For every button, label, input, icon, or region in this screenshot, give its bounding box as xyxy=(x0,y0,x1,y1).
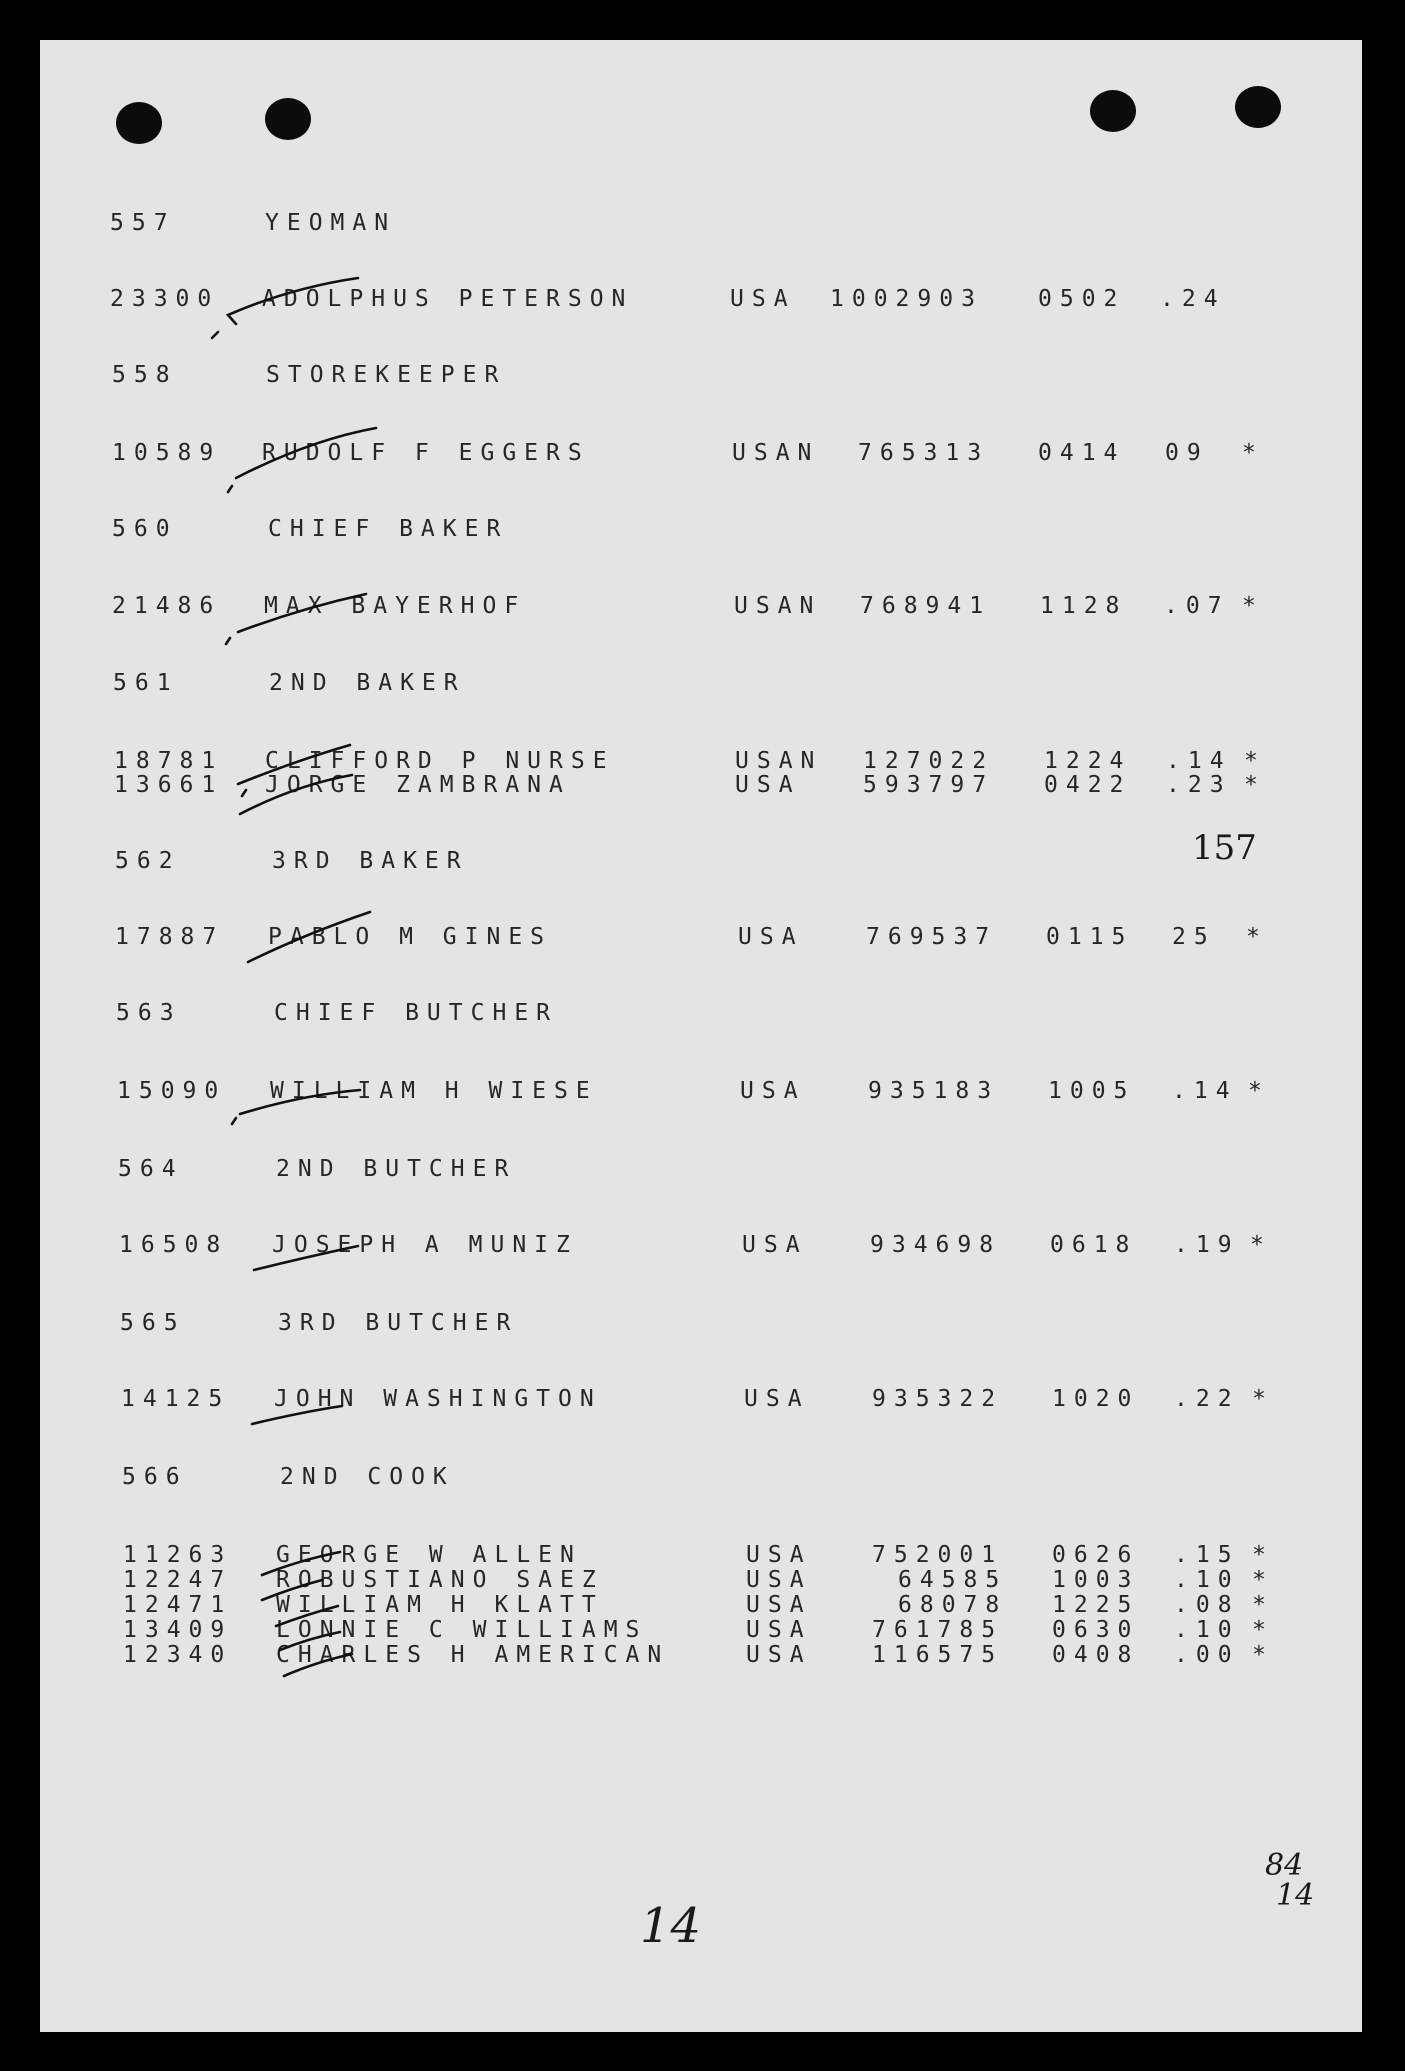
section-title: 3RD BUTCHER xyxy=(278,1310,519,1336)
section-code: 564 xyxy=(118,1156,184,1182)
entry-value: .19 xyxy=(1174,1232,1240,1258)
section-title: CHIEF BAKER xyxy=(268,516,509,542)
entry-star: * xyxy=(1246,924,1268,950)
entry-value: .07 xyxy=(1164,593,1230,619)
entry-number: 761785 xyxy=(872,1617,1004,1643)
entry-nationality: USA xyxy=(746,1617,812,1643)
entry-name: WILLIAM H WIESE xyxy=(270,1078,598,1104)
entry-name: JOSEPH A MUNIZ xyxy=(272,1232,578,1258)
entry-number: 935183 xyxy=(868,1078,1000,1104)
section-code: 566 xyxy=(122,1464,188,1490)
entry-date: 0115 xyxy=(1046,924,1134,950)
handwritten-margin-number: 157 xyxy=(1192,828,1257,868)
entry-number: 127022 xyxy=(863,748,995,774)
section-title: YEOMAN xyxy=(265,210,397,236)
entry-nationality: USA xyxy=(740,1078,806,1104)
entry-nationality: USAN xyxy=(735,748,823,774)
entry-nationality: USAN xyxy=(732,440,820,466)
entry-star: * xyxy=(1252,1617,1274,1643)
entry-name: ADOLPHUS PETERSON xyxy=(262,286,634,312)
entry-nationality: USA xyxy=(746,1567,812,1593)
section-title: 2ND COOK xyxy=(280,1464,455,1490)
entry-name: LONNIE C WILLIAMS xyxy=(276,1617,648,1643)
entry-number: 935322 xyxy=(872,1386,1004,1412)
entry-date: 0630 xyxy=(1052,1617,1140,1643)
entry-id: 23300 xyxy=(110,286,220,312)
entry-nationality: USA xyxy=(746,1592,812,1618)
entry-id: 12247 xyxy=(123,1567,233,1593)
entry-nationality: USA xyxy=(746,1542,812,1568)
entry-name: CHARLES H AMERICAN xyxy=(276,1642,670,1668)
entry-number: 765313 xyxy=(858,440,990,466)
entry-value: .00 xyxy=(1174,1642,1240,1668)
entry-value: .08 xyxy=(1174,1592,1240,1618)
entry-date: 1005 xyxy=(1048,1078,1136,1104)
entry-number: 934698 xyxy=(870,1232,1002,1258)
entry-number: 769537 xyxy=(866,924,998,950)
entry-number: 1002903 xyxy=(830,286,983,312)
entry-value: .22 xyxy=(1174,1386,1240,1412)
entry-nationality: USA xyxy=(746,1642,812,1668)
handwritten-check-marks xyxy=(40,40,1362,2032)
entry-date: 0414 xyxy=(1038,440,1126,466)
entry-name: PABLO M GINES xyxy=(268,924,553,950)
entry-star: * xyxy=(1252,1642,1274,1668)
entry-name: WILLIAM H KLATT xyxy=(276,1592,604,1618)
section-title: 3RD BAKER xyxy=(272,848,469,874)
punch-hole xyxy=(1090,90,1136,132)
entry-number: 768941 xyxy=(860,593,992,619)
section-title: CHIEF BUTCHER xyxy=(274,1000,559,1026)
entry-nationality: USA xyxy=(738,924,804,950)
entry-id: 10589 xyxy=(112,440,222,466)
section-code: 558 xyxy=(112,362,178,388)
entry-date: 0502 xyxy=(1038,286,1126,312)
entry-nationality: USA xyxy=(735,772,801,798)
entry-value: 25 xyxy=(1172,924,1216,950)
entry-star: * xyxy=(1244,772,1266,798)
punch-hole xyxy=(265,98,311,140)
entry-name: JORGE ZAMBRANA xyxy=(265,772,571,798)
entry-value: .23 xyxy=(1166,772,1232,798)
entry-id: 14125 xyxy=(121,1386,231,1412)
entry-id: 13661 xyxy=(114,772,224,798)
entry-star: * xyxy=(1244,748,1266,774)
entry-date: 1224 xyxy=(1044,748,1132,774)
entry-value: .14 xyxy=(1166,748,1232,774)
entry-number: 68078 xyxy=(898,1592,1008,1618)
entry-number: 64585 xyxy=(898,1567,1008,1593)
section-code: 561 xyxy=(113,670,179,696)
entry-date: 0422 xyxy=(1044,772,1132,798)
entry-number: 752001 xyxy=(872,1542,1004,1568)
entry-value: .10 xyxy=(1174,1567,1240,1593)
entry-name: JOHN WASHINGTON xyxy=(274,1386,602,1412)
section-title: 2ND BUTCHER xyxy=(276,1156,517,1182)
entry-value: .24 xyxy=(1160,286,1226,312)
handwritten-page-number: 14 xyxy=(640,1898,702,1954)
section-title: 2ND BAKER xyxy=(269,670,466,696)
handwritten-corner-bottom: 14 xyxy=(1276,1878,1315,1913)
entry-id: 18781 xyxy=(114,748,224,774)
entry-date: 0618 xyxy=(1050,1232,1138,1258)
punch-hole xyxy=(116,102,162,144)
entry-id: 13409 xyxy=(123,1617,233,1643)
entry-date: 0408 xyxy=(1052,1642,1140,1668)
section-code: 562 xyxy=(115,848,181,874)
entry-nationality: USAN xyxy=(734,593,822,619)
section-code: 560 xyxy=(112,516,178,542)
punch-hole xyxy=(1235,86,1281,128)
entry-date: 1225 xyxy=(1052,1592,1140,1618)
entry-name: ROBUSTIANO SAEZ xyxy=(276,1567,604,1593)
entry-star: * xyxy=(1252,1386,1274,1412)
section-code: 563 xyxy=(116,1000,182,1026)
entry-number: 593797 xyxy=(863,772,995,798)
entry-star: * xyxy=(1252,1567,1274,1593)
entry-number: 116575 xyxy=(872,1642,1004,1668)
entry-id: 12471 xyxy=(123,1592,233,1618)
section-code: 557 xyxy=(110,210,176,236)
section-code: 565 xyxy=(120,1310,186,1336)
entry-date: 1128 xyxy=(1040,593,1128,619)
entry-star: * xyxy=(1248,1078,1270,1104)
entry-name: MAX BAYERHOF xyxy=(264,593,527,619)
entry-star: * xyxy=(1242,593,1264,619)
entry-value: 09 xyxy=(1165,440,1209,466)
document-page xyxy=(40,40,1362,2032)
entry-nationality: USA xyxy=(744,1386,810,1412)
entry-value: .15 xyxy=(1174,1542,1240,1568)
entry-star: * xyxy=(1252,1542,1274,1568)
entry-id: 16508 xyxy=(119,1232,229,1258)
entry-star: * xyxy=(1252,1592,1274,1618)
entry-name: CLIFFORD P NURSE xyxy=(265,748,615,774)
entry-id: 21486 xyxy=(112,593,222,619)
handwritten-corner-top: 84 xyxy=(1265,1848,1304,1883)
entry-id: 15090 xyxy=(117,1078,227,1104)
entry-date: 1003 xyxy=(1052,1567,1140,1593)
entry-star: * xyxy=(1242,440,1264,466)
entry-id: 17887 xyxy=(115,924,225,950)
entry-value: .14 xyxy=(1172,1078,1238,1104)
entry-date: 0626 xyxy=(1052,1542,1140,1568)
entry-name: RUDOLF F EGGERS xyxy=(262,440,590,466)
entry-nationality: USA xyxy=(742,1232,808,1258)
entry-star: * xyxy=(1250,1232,1272,1258)
entry-date: 1020 xyxy=(1052,1386,1140,1412)
entry-value: .10 xyxy=(1174,1617,1240,1643)
entry-id: 11263 xyxy=(123,1542,233,1568)
entry-name: GEORGE W ALLEN xyxy=(276,1542,582,1568)
section-title: STOREKEEPER xyxy=(266,362,507,388)
entry-id: 12340 xyxy=(123,1642,233,1668)
entry-nationality: USA xyxy=(730,286,796,312)
